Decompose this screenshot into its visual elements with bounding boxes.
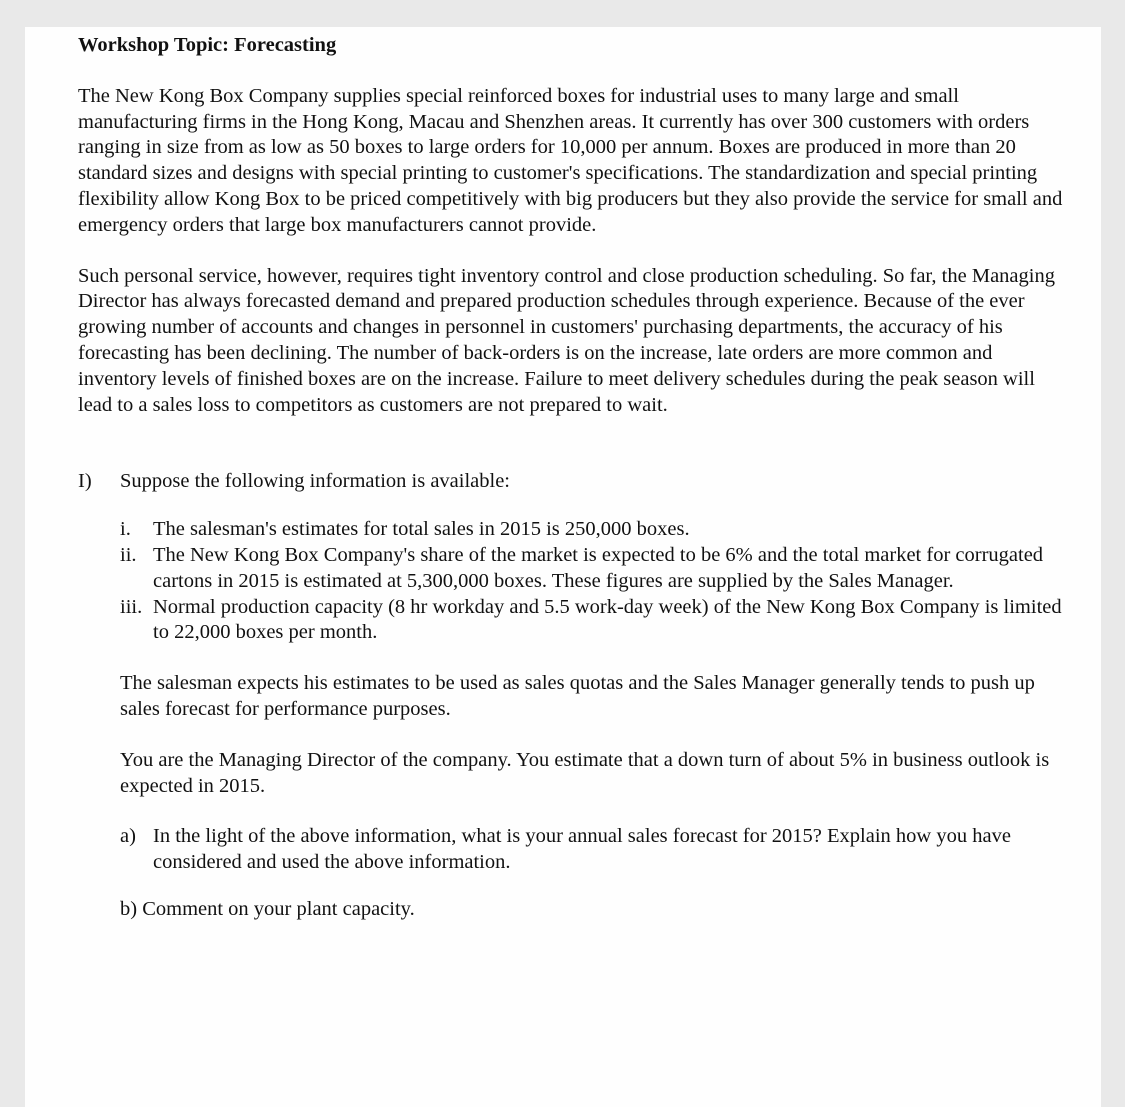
sub-question-number: a) — [120, 825, 136, 848]
list-item-number: iii. — [120, 595, 143, 618]
list-item-number: i. — [120, 518, 131, 541]
director-note: You are the Managing Director of the company. You estimate that a down turn of about 5% in business outlook is expected in 2015. — [120, 748, 1050, 797]
list-item — [120, 517, 1063, 543]
list-item-text: The New Kong Box Company's share of the market is expected to be 6% and the total market for corrugated cartons in 2015 is estimated at 5,300,000 boxes. These figures are supplied by the Sales Manager. — [153, 543, 1044, 592]
list-item-number: ii. — [120, 543, 137, 566]
intro-paragraph: The New Kong Box Company supplies special reinforced boxes for industrial uses to many large and small manufacturing firms in the Hong Kong, Macau and Shenzhen areas. It currently has over 300 customers with orders ranging in size from as low as 50 boxes to large orders for 10,000 per annum. Boxes are produced in more than 20 standard sizes and designs with special printing to customer's specifications. The standardization and special printing flexibility allow Kong Box to be priced competitively with big producers but they also provide the service for small and emergency orders that large box manufacturers cannot provide. — [78, 84, 1063, 236]
list-item — [120, 543, 1063, 595]
question-heading — [78, 469, 1063, 495]
sub-question-a — [120, 824, 1063, 876]
problem-paragraph: Such personal service, however, requires tight inventory control and close production scheduling. So far, the Managing Director has always forecasted demand and prepared production schedules through experience. Because of the ever growing number of accounts and changes in personnel in customers' purchasing departments, the accuracy of his forecasting has been declining. The number of back-orders is on the increase, late orders are more common and inventory levels of finished boxes are on the increase. Failure to meet delivery schedules during the peak season will lead to a sales loss to competitors as customers are not prepared to wait. — [78, 264, 1055, 416]
list-item — [120, 595, 1063, 647]
sub-question-text: In the light of the above information, what is your annual sales forecast for 2015? Explain how you have considered and used the above information. — [153, 825, 1011, 874]
list-item-text: Normal production capacity (8 hr workday and 5.5 work-day week) of the New Kong Box Company is limited to 22,000 boxes per month. — [153, 595, 1062, 644]
info-list — [120, 517, 1063, 646]
sub-question-b: b) Comment on your plant capacity. — [120, 897, 415, 920]
question-number: I) — [78, 470, 92, 493]
document-title: Workshop Topic: Forecasting — [78, 34, 337, 56]
list-item-text: The salesman's estimates for total sales in 2015 is 250,000 boxes. — [153, 518, 690, 541]
salesman-note: The salesman expects his estimates to be used as sales quotas and the Sales Manager generally tends to push up sales forecast for performance purposes. — [120, 672, 1035, 720]
question-lead: Suppose the following information is available: — [120, 470, 511, 493]
document-page — [25, 27, 1101, 1107]
document-content — [78, 33, 1063, 923]
